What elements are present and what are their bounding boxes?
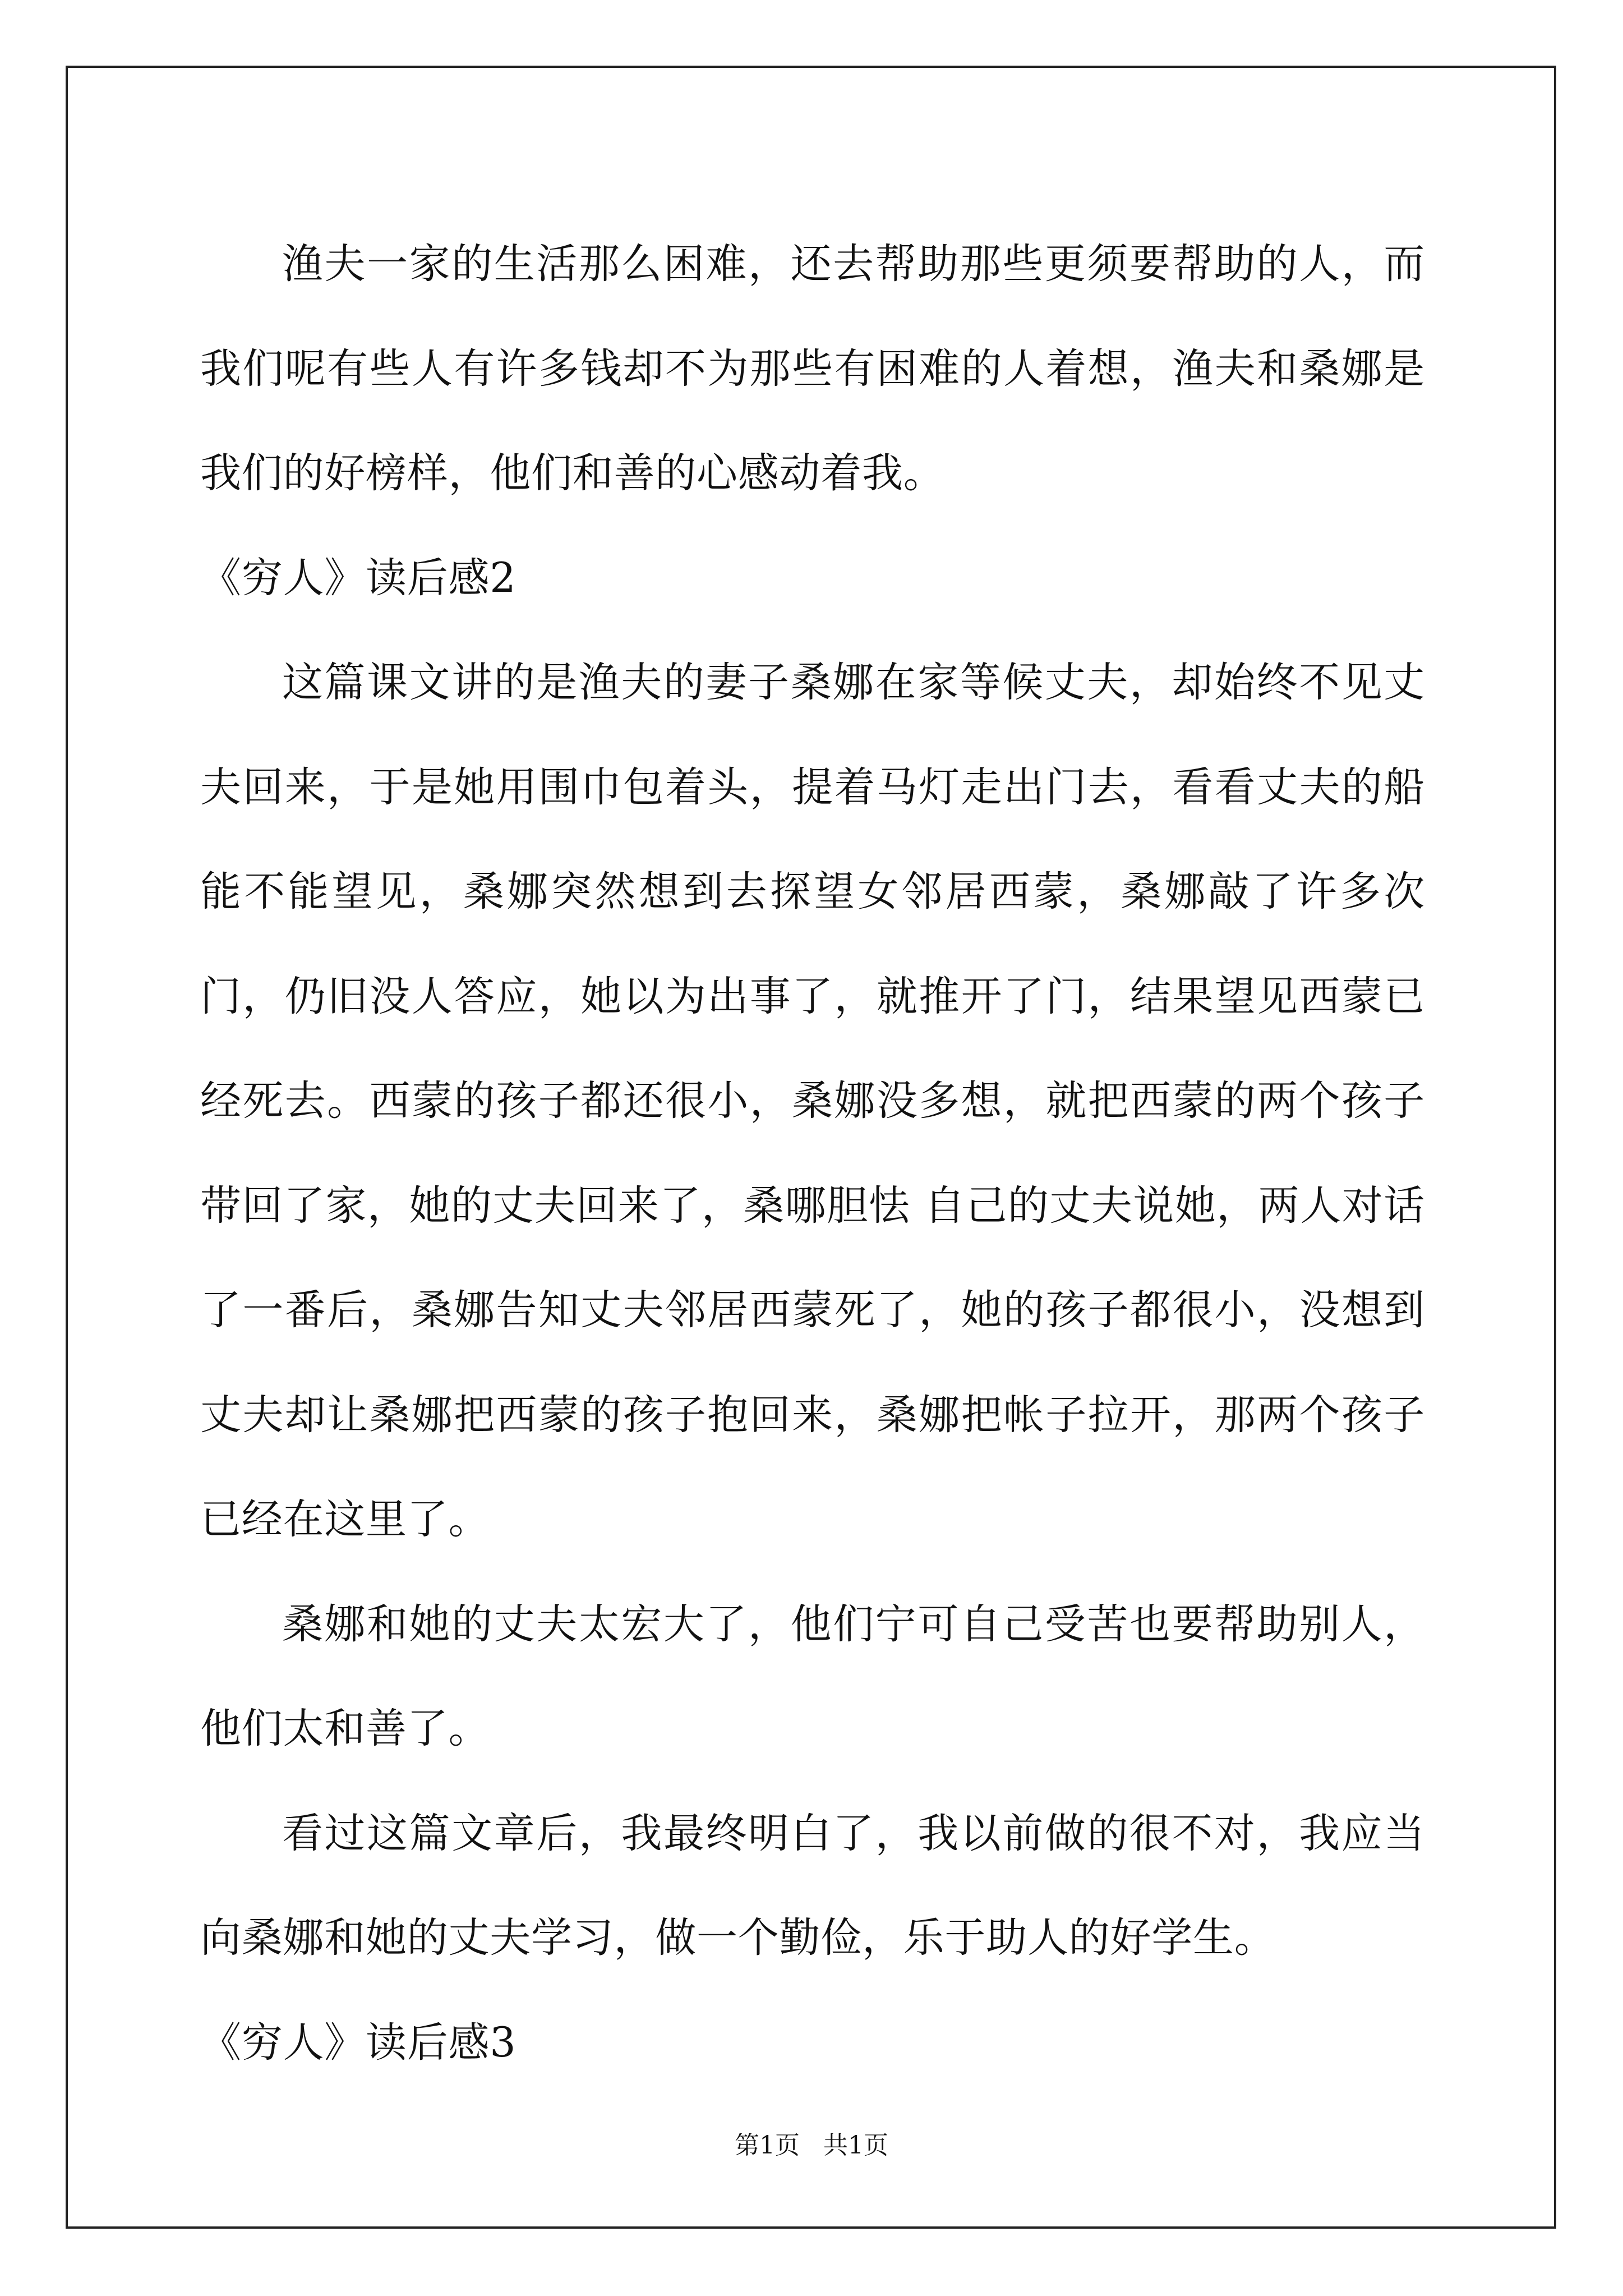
section-heading: 《穷人》读后感2 [200, 554, 517, 602]
paragraph: 桑娜和她的丈夫太宏大了，他们宁可自己受苦也要帮助别人，他们太和善了。 [200, 1600, 1425, 1752]
page-footer [0, 2129, 1623, 2162]
page-total: 共1页 [823, 2131, 888, 2160]
paragraph: 看过这篇文章后，我最终明白了，我以前做的很不对，我应当向桑娜和她的丈夫学习，做一个勤俭，乐于助人的好学生。 [200, 1809, 1425, 1962]
document-body [200, 212, 1425, 2095]
section-heading: 《穷人》读后感3 [200, 2018, 517, 2067]
paragraph: 这篇课文讲的是渔夫的妻子桑娜在家等候丈夫，却始终不见丈夫回来，于是她用围巾包着头，提着马灯走出门去，看看丈夫的船能不能望见，桑娜突然想到去探望女邻居西蒙，桑娜敲了许多次门，仍旧没人答应，她以为出事了，就推开了门，结果望见西蒙已经死去。西蒙的孩子都还很小，桑娜没多想，就把西蒙的两个孩子带回了家，她的丈夫回来了，桑哪胆怯 自己的丈夫说她，两人对话了一番后，桑娜告知丈夫邻居西蒙死了，她的孩子都很小，没想到丈夫却让桑娜把西蒙的孩子抱回来，桑娜把帐子拉开，那两个孩子已经在这里了。 [200, 659, 1425, 1543]
page-number: 第1页 [735, 2131, 800, 2160]
paragraph: 渔夫一家的生活那么困难，还去帮助那些更须要帮助的人，而我们呢有些人有许多钱却不为那些有困难的人着想，渔夫和桑娜是我们的好榜样，他们和善的心感动着我。 [200, 240, 1425, 497]
